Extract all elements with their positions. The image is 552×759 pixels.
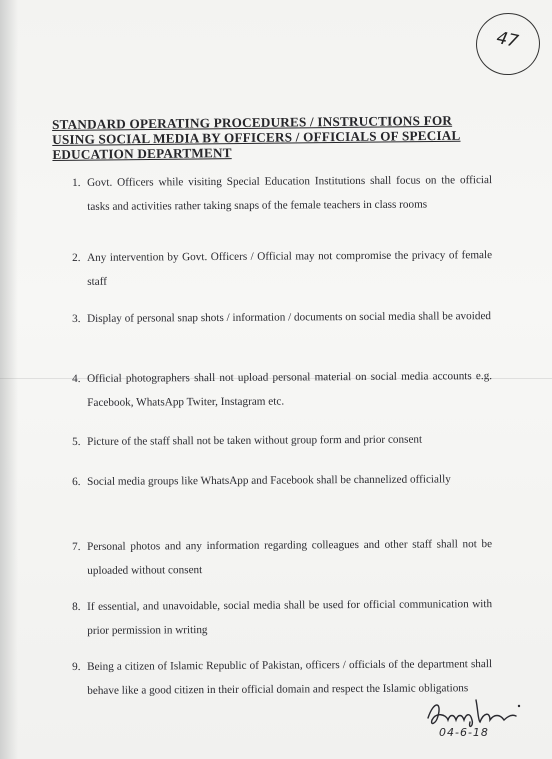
- item-number: 3.: [72, 312, 81, 325]
- page-number: 47: [494, 28, 521, 53]
- item-number: 1.: [72, 176, 81, 189]
- item-text: Govt. Officers while visiting Special Education Institutions shall focus on the official tasks and activities rather taking snaps of the female teachers in class rooms: [87, 174, 493, 213]
- item-number: 9.: [72, 660, 81, 673]
- item-number: 5.: [72, 435, 81, 448]
- document-title: STANDARD OPERATING PROCEDURES / INSTRUCTIONS FOR USING SOCIAL MEDIA BY OFFICERS / OFFICIALS OF SPECIAL EDUCATION DEPARTMENT: [52, 112, 461, 162]
- item-number: 2.: [72, 251, 81, 264]
- signature-date: 04-6-18: [439, 726, 489, 739]
- item-text: Picture of the staff shall not be taken without group form and prior consent: [87, 433, 423, 448]
- list-item: [72, 243, 492, 294]
- item-text: Being a citizen of Islamic Republic of Pakistan, officers / officials of the department shall behave like a good citizen in their official domain and respect the Islamic obligations: [87, 658, 493, 697]
- item-text: Display of personal snap shots / information / documents on social media shall be avoided: [87, 310, 492, 325]
- item-text: Official photographers shall not upload personal material on social media accounts e.g. Facebook, WhatsApp Twiter, Instagram etc.: [87, 370, 493, 409]
- list-item: [72, 364, 492, 415]
- list-item: [72, 168, 492, 219]
- item-number: 7.: [72, 540, 81, 553]
- list-item: [72, 467, 492, 494]
- item-text: Personal photos and any information regarding colleagues and other staff shall not be uploaded without consent: [87, 538, 493, 577]
- list-item: [72, 592, 492, 643]
- item-text: Any intervention by Govt. Officers / Official may not compromise the privacy of female staff: [87, 249, 493, 288]
- item-number: 4.: [72, 372, 81, 385]
- list-item: [72, 427, 492, 454]
- item-text: Social media groups like WhatsApp and Facebook shall be channelized officially: [87, 473, 451, 488]
- list-item: [72, 532, 492, 583]
- list-item: [72, 304, 492, 331]
- item-number: 6.: [72, 475, 81, 488]
- item-number: 8.: [72, 600, 81, 613]
- item-text: If essential, and unavoidable, social media shall be used for official communication with prior permission in writing: [87, 598, 493, 637]
